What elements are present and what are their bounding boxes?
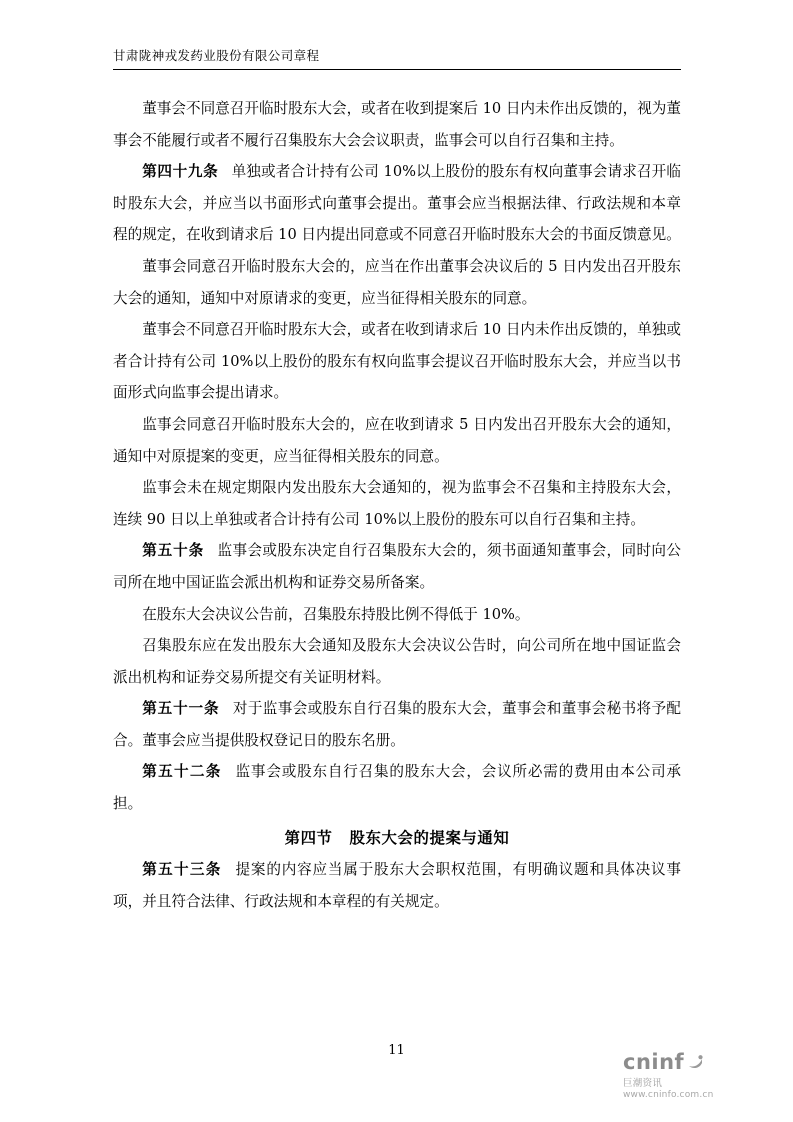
paragraph-text: 提案的内容应当属于股东大会职权范围，有明确议题和具体决议事项，并且符合法律、行政法规和本章程的有关规定。 bbox=[113, 861, 681, 910]
paragraph bbox=[113, 599, 681, 631]
paragraph bbox=[113, 472, 681, 535]
header-title: 甘肃陇神戎发药业股份有限公司章程 bbox=[113, 48, 320, 63]
article-number: 第五十一条 bbox=[142, 700, 220, 718]
article-number: 第五十三条 bbox=[142, 861, 222, 879]
paragraph-text: 召集股东应在发出股东大会通知及股东大会决议公告时，向公司所在地中国证监会派出机构和证券交易所提交有关证明材料。 bbox=[113, 637, 681, 686]
paragraph bbox=[113, 756, 681, 819]
paragraph-text: 董事会同意召开临时股东大会的，应当在作出董事会决议后的 5 日内发出召开股东大会的通知，通知中对原请求的变更，应当征得相关股东的同意。 bbox=[113, 257, 681, 307]
cninfo-logo bbox=[623, 1050, 763, 1100]
paragraph bbox=[113, 93, 681, 156]
page-number: 11 bbox=[388, 1043, 405, 1058]
swoosh-icon bbox=[687, 1054, 704, 1071]
article-number: 第四十九条 bbox=[142, 163, 219, 181]
paragraph-text: 单独或者合计持有公司 10%以上股份的股东有权向董事会请求召开临时股东大会，并应当以书面形式向董事会提出。董事会应当根据法律、行政法规和本章程的规定，在收到请求后 10 日内提出同意或不同意召开临时股东大会的书面反馈意见。 bbox=[113, 163, 681, 244]
section-title: 股东大会的提案与通知 bbox=[349, 828, 510, 847]
paragraph-text: 对于监事会或股东自行召集的股东大会，董事会和董事会秘书将予配合。董事会应当提供股权登记日的股东名册。 bbox=[113, 700, 681, 749]
paragraph bbox=[113, 630, 681, 693]
paragraph-text: 监事会或股东自行召集的股东大会，会议所必需的费用由本公司承担。 bbox=[113, 763, 681, 813]
logo-wordmark-row bbox=[623, 1050, 763, 1074]
paragraph bbox=[113, 409, 681, 472]
paragraph bbox=[113, 693, 681, 756]
logo-url: www.cninfo.com.cn bbox=[623, 1090, 714, 1100]
paragraph-text: 监事会未在规定期限内发出股东大会通知的，视为监事会不召集和主持股东大会，连续 90 日以上单独或者合计持有公司 10%以上股份的股东可以自行召集和主持。 bbox=[113, 479, 681, 528]
paragraph bbox=[113, 854, 681, 917]
paragraph bbox=[113, 156, 681, 251]
paragraph-text: 董事会不同意召开临时股东大会，或者在收到提案后 10 日内未作出反馈的，视为董事会不能履行或者不履行召集股东大会会议职责，监事会可以自行召集和主持。 bbox=[113, 100, 681, 149]
paragraph-text: 董事会不同意召开临时股东大会，或者在收到请求后 10 日内未作出反馈的，单独或者合计持有公司 10%以上股份的股东有权向监事会提议召开临时股东大会，并应当以书面形式向监事会提出请求。 bbox=[113, 321, 681, 402]
document-body bbox=[113, 93, 681, 917]
header-divider bbox=[113, 69, 681, 70]
section-number: 第四节 bbox=[284, 828, 333, 847]
paragraph-text: 监事会同意召开临时股东大会的，应在收到请求 5 日内发出召开股东大会的通知，通知中对原提案的变更，应当征得相关股东的同意。 bbox=[113, 415, 681, 465]
paragraph-text: 监事会或股东决定自行召集股东大会的，须书面通知董事会，同时向公司所在地中国证监会派出机构和证券交易所备案。 bbox=[113, 542, 681, 591]
logo-wordmark: cninf bbox=[623, 1050, 685, 1074]
article-number: 第五十条 bbox=[142, 542, 205, 560]
logo-subtitle: 巨潮资讯 bbox=[623, 1078, 663, 1089]
paragraph bbox=[113, 251, 681, 314]
paragraph bbox=[113, 314, 681, 409]
article-number: 第五十二条 bbox=[142, 763, 222, 781]
section-heading bbox=[113, 820, 681, 855]
paragraph bbox=[113, 535, 681, 598]
paragraph-text: 在股东大会决议公告前，召集股东持股比例不得低于 10%。 bbox=[142, 605, 530, 623]
page-header bbox=[113, 47, 681, 70]
